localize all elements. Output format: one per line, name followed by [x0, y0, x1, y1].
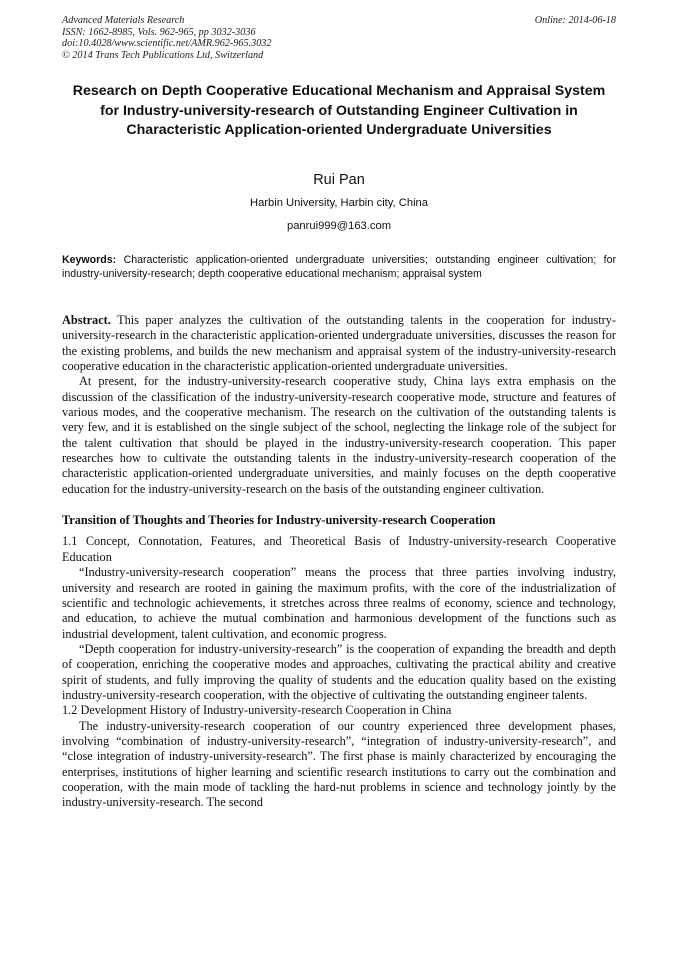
- author-name: Rui Pan: [313, 172, 365, 188]
- section-heading: Transition of Thoughts and Theories for Industry-university-research Cooperation: [62, 513, 496, 528]
- doi-line: doi:10.4028/www.scientific.net/AMR.962-965.3032: [62, 38, 272, 49]
- subsection-heading-1-2: 1.2 Development History of Industry-university-research Cooperation in China: [62, 703, 452, 718]
- paper-body: [62, 313, 616, 811]
- issn-line: ISSN: 1662-8985, Vols. 962-965, pp 3032-3036: [62, 26, 256, 38]
- journal-name: Advanced Materials Research: [62, 15, 185, 26]
- journal-header: [62, 15, 616, 61]
- abstract-label: Abstract.: [62, 313, 111, 327]
- online-date: Online: 2014-06-18: [534, 15, 616, 26]
- author-affiliation: Harbin University, Harbin city, China: [249, 197, 429, 209]
- keywords: [62, 253, 616, 281]
- paper-title: Research on Depth Cooperative Educational Mechanism and Appraisal System for Industry-university-research of Outstanding Engineer Cultivation in Characteristic Application-oriented Undergraduate Universities: [72, 83, 606, 138]
- copyright-line: © 2014 Trans Tech Publications Ltd, Switzerland: [62, 49, 264, 61]
- abstract-paragraph: [62, 313, 616, 374]
- intro-paragraph: At present, for the industry-university-research cooperative study, China lays extra emphasis on the discussion of the classification of the industry-university-research cooperative mode, structure and features of various modes, and the cooperative mechanism. The research on the cultivation of the outstanding talents is very few, and it is established on the single subject of the school, neglecting the linkage role of the subject for the talent cultivation that should be played in the industry-university-research cooperation. This paper researches how to cultivate the outstanding talents in the industry-university-research cooperation of the characteristic application-oriented undergraduate universities, and mainly focuses on the depth cooperative education for the industry-university-research on the basis of the outstanding engineer cultivation.: [62, 374, 616, 496]
- author-email: panrui999@163.com: [286, 220, 392, 232]
- abstract-text: This paper analyzes the cultivation of the outstanding talents in the cooperation for industry-university-research in the characteristic application-oriented undergraduate universities, discusses the reason for the existing problems, and builds the new mechanism and appraisal system of the industry-university-research cooperative education in the characteristic application-oriented undergraduate universities.: [62, 313, 616, 374]
- keywords-text: Characteristic application-oriented undergraduate universities; outstanding engineer cultivation; for industry-university-research; depth cooperative educational mechanism; appraisal system: [62, 254, 616, 281]
- subsection-heading-1-1: 1.1 Concept, Connotation, Features, and Theoretical Basis of Industry-university-research Cooperative Education: [62, 534, 616, 564]
- body-paragraph: “Depth cooperation for industry-university-research” is the cooperation of expanding the breadth and depth of cooperation, enriching the cooperative modes and approaches, cultivating the practical ability and creative spirit of students, and fully improving the quality of students and the education quality based on the existing industry-university-research cooperation, with the objective of cultivating the outstanding engineer talents.: [62, 641, 616, 702]
- keywords-label: Keywords:: [62, 254, 117, 266]
- body-paragraph: “Industry-university-research cooperation” means the process that three parties involving industry, university and research are rooted in gaining the maximum profits, with the core of the industrialization of scientific and technologic achievements, it stretches across three realms of economy, science and technology, and education, to achieve the mutual combination and harmonious development of the functions such as industrial development, talent cultivation, and economic progress.: [62, 565, 616, 641]
- body-paragraph: The industry-university-research cooperation of our country experienced three development phases, involving “combination of industry-university-research”, “integration of industry-university-research”, and “close integration of industry-university-research”. The first phase is mainly characterized by encouraging the enterprises, institutions of higher learning and scientific research institutions to carry out the combination and cooperation, with the main mode of tackling the hard-nut problems in science and technology jointly by the industry-university-research. The second: [62, 718, 616, 810]
